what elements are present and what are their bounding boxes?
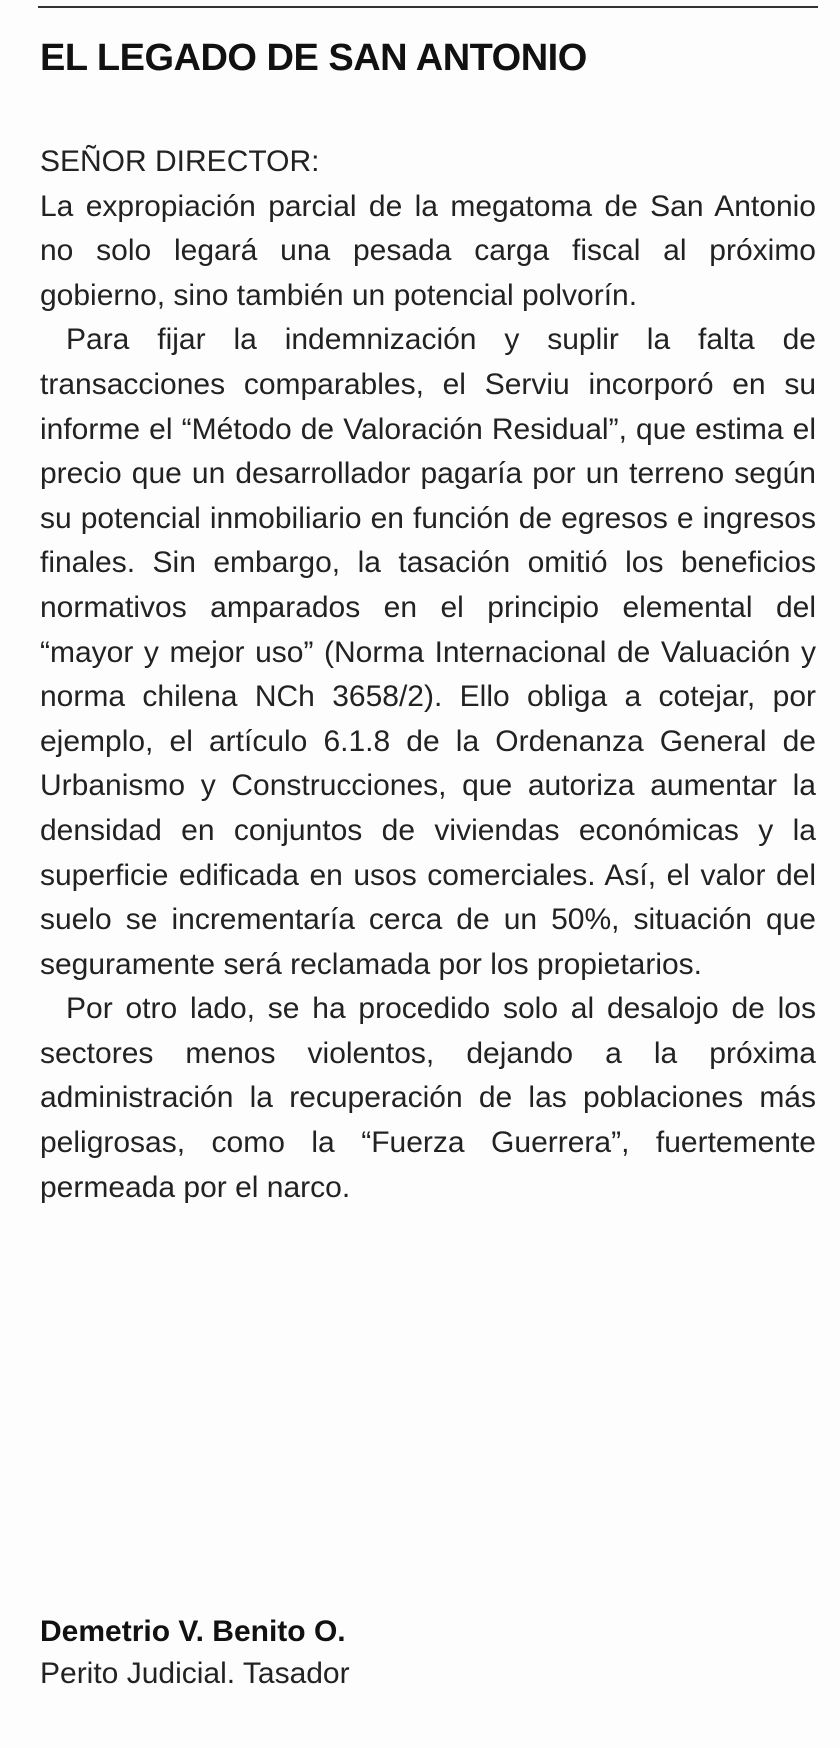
author-title: Perito Judicial. Tasador <box>40 1657 350 1690</box>
letter-headline: EL LEGADO DE SAN ANTONIO <box>40 37 587 79</box>
paragraph-2: Para fijar la indemnización y suplir la falta de transacciones comparables, el Serviu incorporó en su informe el “Método de Valoración Residual”, que estima el precio que un desarrollador pagaría por un terreno según su potencial inmobiliario en función de egresos e ingresos finales. Sin embargo, la tasación omitió los beneficios normativos amparados en el principio elemental del “mayor y mejor uso” (Norma Internacional de Valuación y norma chilena NCh 3658/2). Ello obliga a cotejar, por ejemplo, el artículo 6.1.8 de la Ordenanza General de Urbanismo y Construcciones, que autoriza aumentar la densidad en conjuntos de viviendas económicas y la superficie edificada en usos comerciales. Así, el valor del suelo se incrementaría cerca de un 50%, situación que seguramente será reclamada por los propietarios. <box>40 323 816 981</box>
letter-salutation: SEÑOR DIRECTOR: <box>40 145 320 178</box>
author-name: Demetrio V. Benito O. <box>40 1615 346 1648</box>
paragraph-1: La expropiación parcial de la megatoma de San Antonio no solo legará una pesada carga fiscal al próximo gobierno, sino también un potencial polvorín. <box>40 189 816 312</box>
signature-block <box>40 1612 816 1696</box>
top-divider <box>38 6 818 8</box>
letter-body <box>40 140 816 1210</box>
paragraph-3: Por otro lado, se ha procedido solo al desalojo de los sectores menos violentos, dejando a la próxima administración la recuperación de las poblaciones más peligrosas, como la “Fuerza Guerrera”, fuertemente permeada por el narco. <box>40 992 816 1204</box>
